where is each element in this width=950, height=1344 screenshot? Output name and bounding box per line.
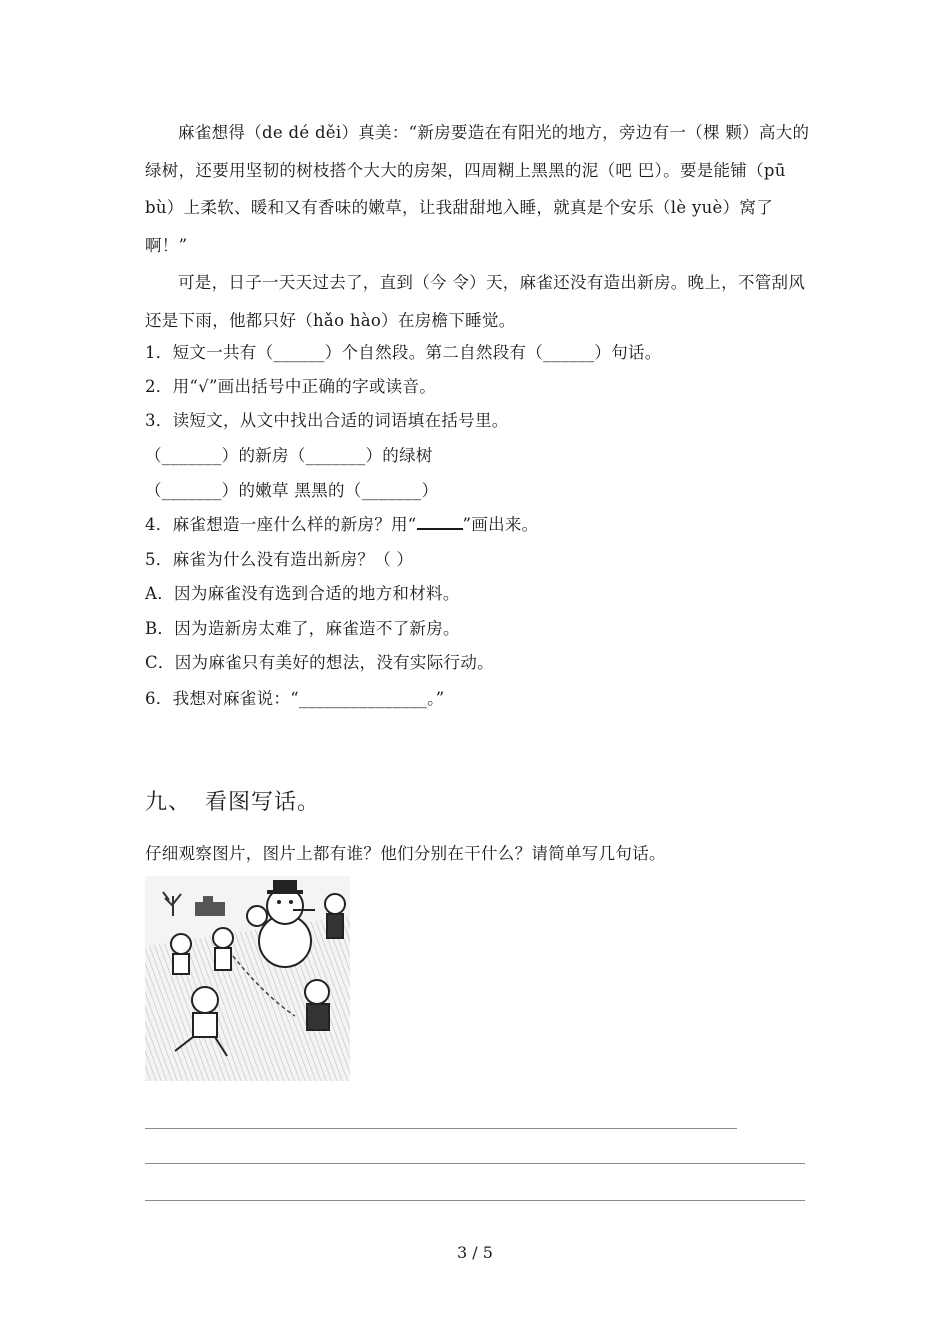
question-3-blanks-row-1: （_______）的新房（_______）的绿树	[145, 446, 433, 465]
passage-paragraph-1: 麻雀想得（de dé děi）真美：“新房要造在有阳光的地方，旁边有一（棵 颗）高大的绿树，还要用坚韧的树枝搭个大大的房架，四周糊上黑黑的泥（吧 巴）。要是能铺（pū bù）上柔软、暖和又有香味的嫩草，让我甜甜地入睡，就真是个安乐（lè yuè）窝了啊！”	[145, 123, 810, 255]
page-number: 3 / 5	[457, 1243, 493, 1262]
question-1: 1．短文一共有（______）个自然段。第二自然段有（______）句话。	[145, 343, 662, 362]
question-5: 5．麻雀为什么没有造出新房？（ ）	[145, 550, 414, 569]
question-6: 6．我想对麻雀说：“_______________。”	[145, 689, 445, 708]
section-heading	[145, 788, 320, 818]
underline-mark	[417, 514, 463, 530]
question-3: 3．读短文，从文中找出合适的词语填在括号里。	[145, 411, 509, 430]
snowman-illustration	[145, 876, 350, 1081]
section-instruction: 仔细观察图片，图片上都有谁？他们分别在干什么？请简单写几句话。	[145, 844, 666, 863]
writing-line-1[interactable]	[145, 1128, 737, 1129]
writing-line-2[interactable]	[145, 1163, 805, 1164]
option-a: A．因为麻雀没有选到合适的地方和材料。	[145, 584, 460, 603]
writing-line-3[interactable]	[145, 1200, 805, 1201]
question-4-text-after: ”画出来。	[462, 515, 539, 534]
section-title: 看图写话。	[205, 790, 321, 815]
section-number: 九、	[145, 790, 192, 815]
question-3-blanks-row-2: （_______）的嫩草 黑黑的（_______）	[145, 481, 439, 500]
question-4-text-before: 4．麻雀想造一座什么样的新房？用“	[145, 515, 417, 534]
question-2: 2．用“√”画出括号中正确的字或读音。	[145, 377, 437, 396]
passage-paragraph-2: 可是，日子一天天过去了，直到（今 令）天，麻雀还没有造出新房。晚上，不管刮风还是下雨，他都只好（hǎo hào）在房檐下睡觉。	[145, 273, 806, 330]
option-c: C．因为麻雀只有美好的想法，没有实际行动。	[145, 653, 494, 672]
option-b: B．因为造新房太难了，麻雀造不了新房。	[145, 619, 460, 638]
question-4	[145, 514, 538, 536]
